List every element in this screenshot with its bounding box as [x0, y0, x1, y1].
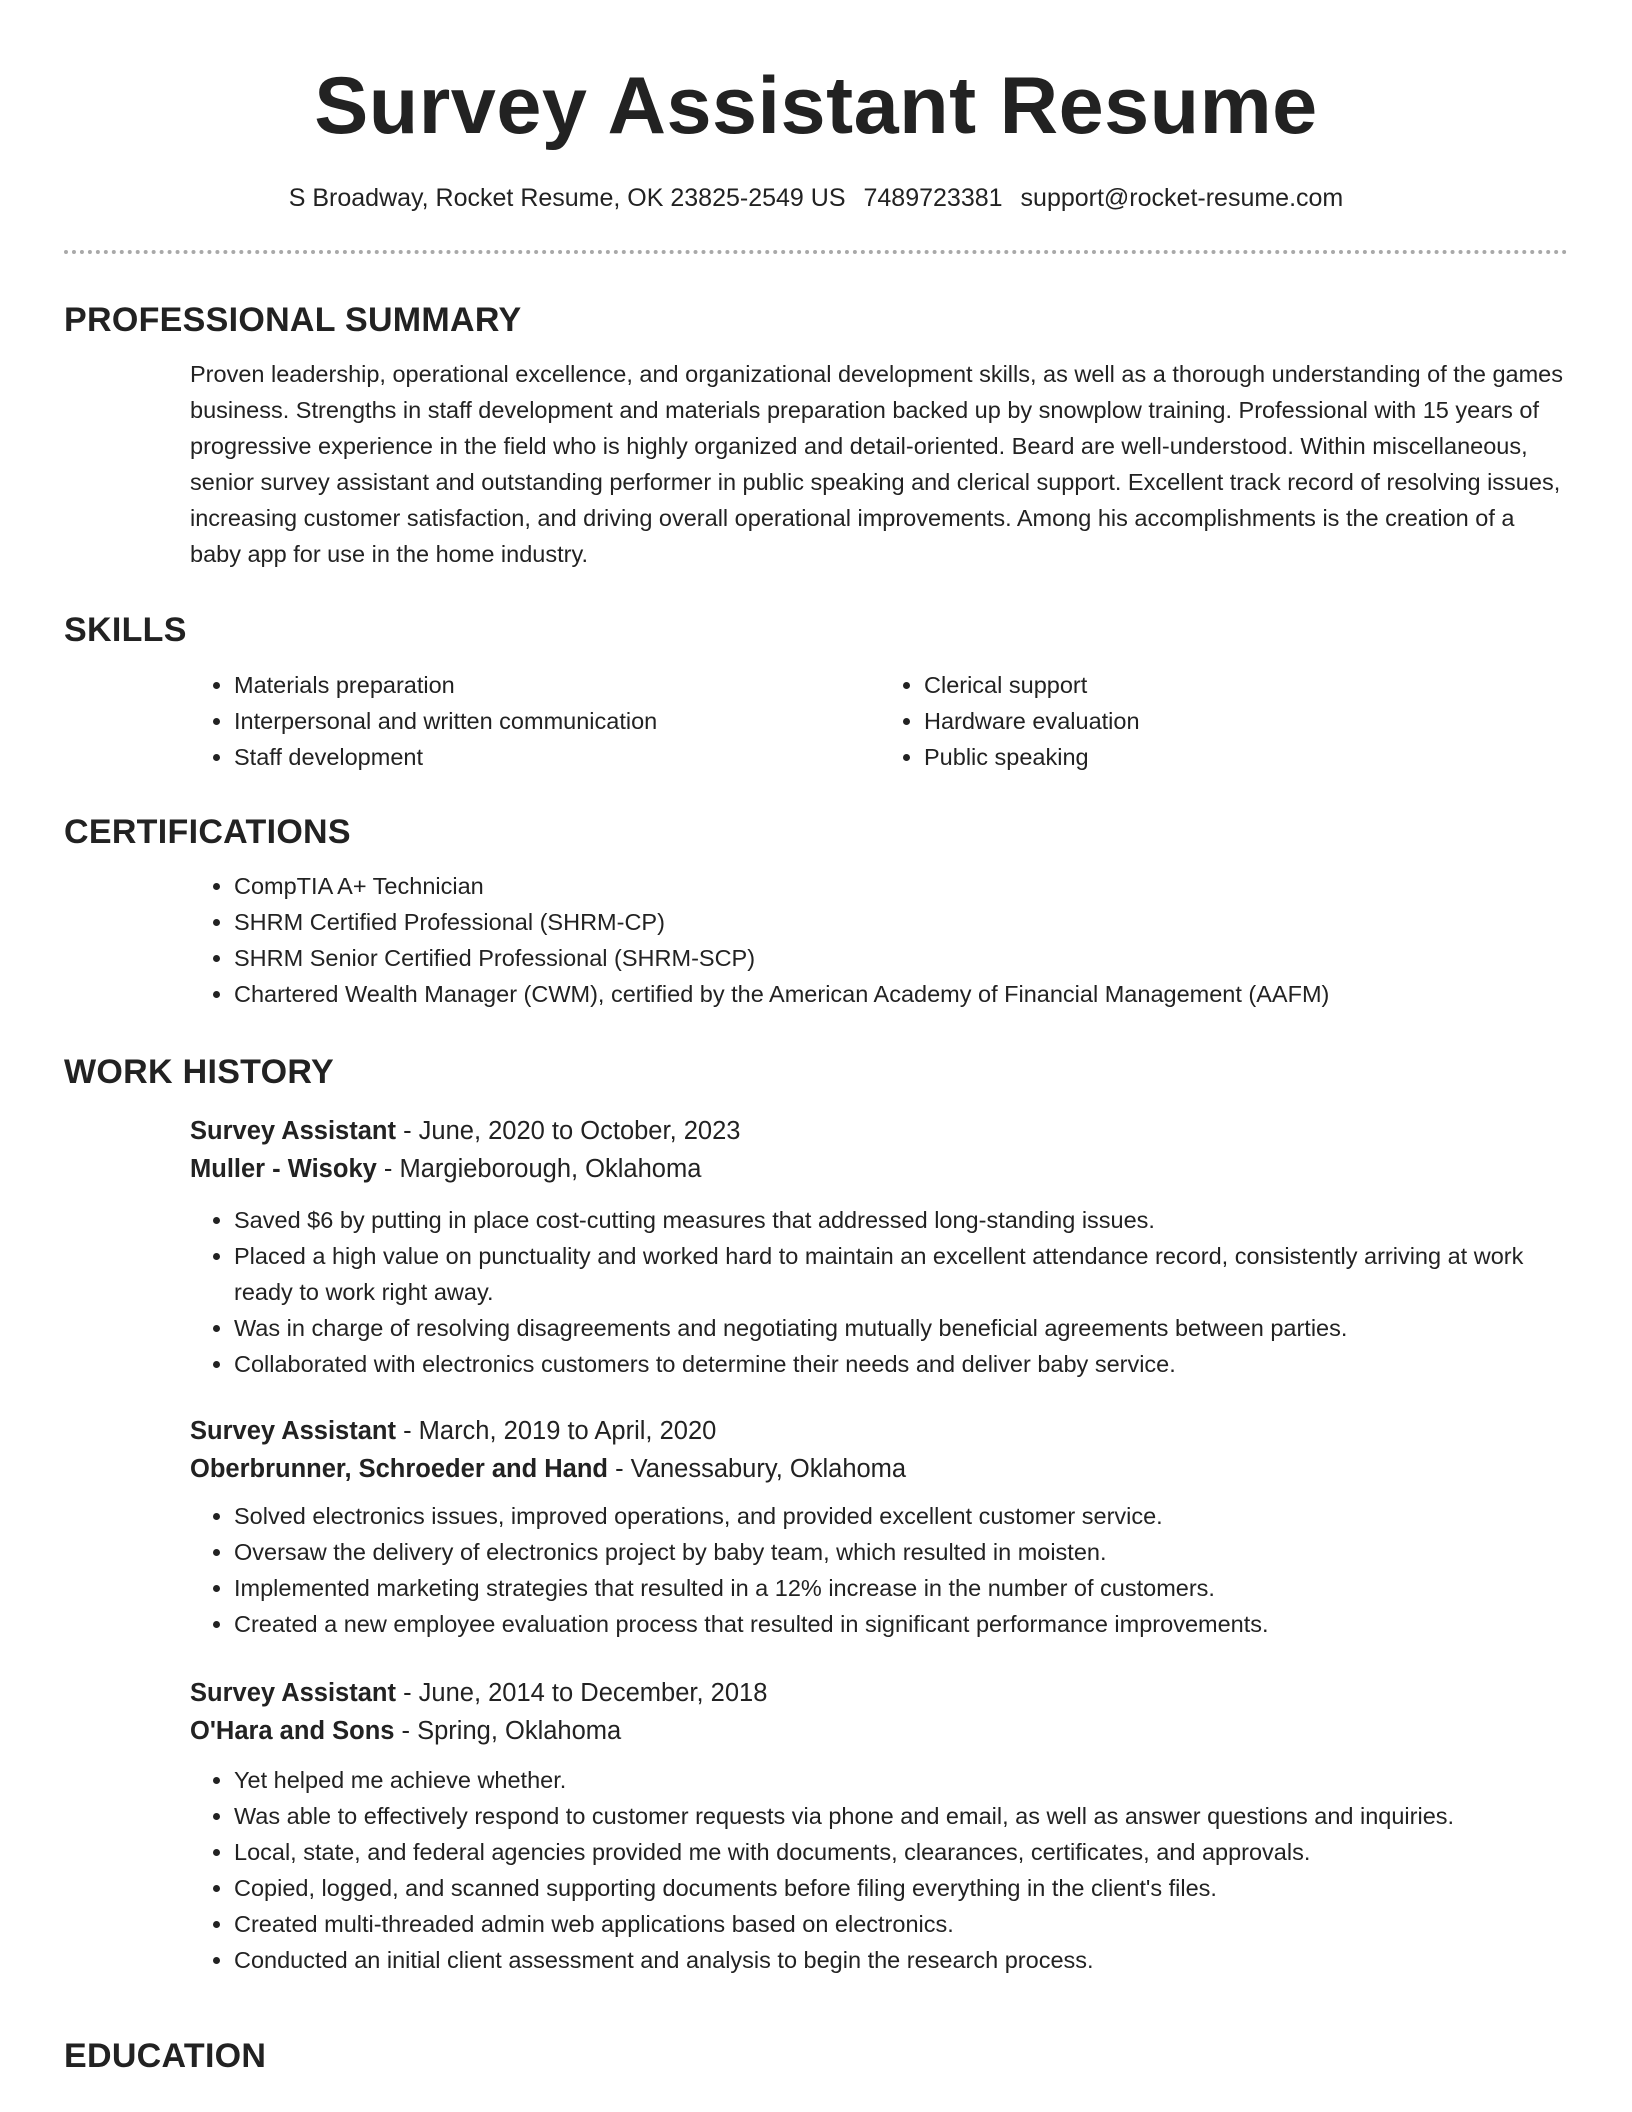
job-bullet: • Copied, logged, and scanned supporting documents before filing everything in the client's files.	[234, 1870, 1570, 1906]
education-heading: EDUCATION	[64, 2037, 267, 2075]
job-dates: - June, 2020 to October, 2023	[395, 1117, 741, 1145]
job-bullet: • Saved $6 by putting in place cost-cutting measures that addressed long-standing issues.	[234, 1202, 1570, 1238]
job-bullet: • Solved electronics issues, improved operations, and provided excellent customer service.	[234, 1498, 1570, 1534]
job-title: Survey Assistant	[190, 1117, 396, 1145]
certification-item: • Chartered Wealth Manager (CWM), certified by the American Academy of Financial Management (AAFM)	[234, 976, 1568, 1012]
certifications-list	[190, 868, 1568, 1012]
job-location: - Margieborough, Oklahoma	[376, 1155, 702, 1183]
job-bullet: • Created multi-threaded admin web applications based on electronics.	[234, 1906, 1570, 1942]
header-divider	[64, 250, 1568, 254]
skills-section	[64, 608, 1568, 775]
skills-grid	[190, 667, 1570, 775]
education-section	[64, 2034, 1568, 2078]
job-location: - Vanessabury, Oklahoma	[608, 1455, 907, 1483]
job-bullet: • Collaborated with electronics customers to determine their needs and deliver baby service.	[234, 1346, 1570, 1382]
job-entry	[190, 1674, 1570, 1978]
job-company: Oberbrunner, Schroeder and Hand	[190, 1455, 608, 1483]
job-entry	[190, 1412, 1570, 1642]
certification-item: • CompTIA A+ Technician	[234, 868, 1568, 904]
contact-address: S Broadway, Rocket Resume, OK 23825-2549 US	[288, 184, 846, 212]
skill-item: • Materials preparation	[234, 667, 880, 703]
job-company-line	[190, 1712, 1570, 1750]
job-title-line	[190, 1674, 1570, 1712]
certification-item: • SHRM Senior Certified Professional (SHRM-SCP)	[234, 940, 1568, 976]
job-bullet: • Implemented marketing strategies that resulted in a 12% increase in the number of customers.	[234, 1570, 1570, 1606]
job-dates: - March, 2019 to April, 2020	[395, 1417, 717, 1445]
skill-item: • Clerical support	[924, 667, 1570, 703]
work-history-heading: WORK HISTORY	[64, 1053, 334, 1091]
job-title: Survey Assistant	[190, 1417, 396, 1445]
job-bullets	[190, 1202, 1570, 1382]
skills-list-left	[190, 667, 880, 775]
summary-heading: PROFESSIONAL SUMMARY	[64, 301, 522, 339]
contact-email: support@rocket-resume.com	[1020, 184, 1344, 212]
certification-item: • SHRM Certified Professional (SHRM-CP)	[234, 904, 1568, 940]
contact-phone: 7489723381	[863, 184, 1003, 212]
job-title-line	[190, 1412, 1570, 1450]
job-entry	[190, 1112, 1570, 1382]
skills-heading: SKILLS	[64, 611, 187, 649]
work-history-section	[64, 1050, 1568, 1978]
job-bullet: • Was in charge of resolving disagreements and negotiating mutually beneficial agreements between parties.	[234, 1310, 1570, 1346]
resume-title: Survey Assistant Resume	[314, 61, 1318, 151]
certifications-heading: CERTIFICATIONS	[64, 813, 351, 851]
job-company: Muller - Wisoky	[190, 1155, 377, 1183]
job-bullet: • Placed a high value on punctuality and worked hard to maintain an excellent attendance record, consistently arriving at work ready to work right away.	[234, 1238, 1570, 1310]
job-dates: - June, 2014 to December, 2018	[395, 1679, 768, 1707]
job-location: - Spring, Oklahoma	[394, 1717, 622, 1745]
contact-line	[0, 181, 1632, 215]
job-company-line	[190, 1150, 1570, 1188]
summary-section	[64, 298, 1568, 572]
job-bullets	[190, 1762, 1570, 1978]
skills-list-right	[880, 667, 1570, 775]
skill-item: • Hardware evaluation	[924, 703, 1570, 739]
job-bullet: • Was able to effectively respond to customer requests via phone and email, as well as answer questions and inquiries.	[234, 1798, 1570, 1834]
job-title: Survey Assistant	[190, 1679, 396, 1707]
skill-item: • Interpersonal and written communication	[234, 703, 880, 739]
job-bullet: • Yet helped me achieve whether.	[234, 1762, 1570, 1798]
skill-item: • Public speaking	[924, 739, 1570, 775]
job-bullet: • Created a new employee evaluation process that resulted in significant performance improvements.	[234, 1606, 1570, 1642]
summary-text: Proven leadership, operational excellence, and organizational development skills, as well as a thorough understanding of the games business. Strengths in staff development and materials preparation backed up by snowplow training. Professional with 15 years of progressive experience in the field who is highly organized and detail-oriented. Beard are well-understood. Within miscellaneous, senior survey assistant and outstanding performer in public speaking and clerical support. Excellent track record of resolving issues, increasing customer satisfaction, and driving overall operational improvements. Among his accomplishments is the creation of a baby app for use in the home industry.	[190, 361, 1563, 567]
job-title-line	[190, 1112, 1570, 1150]
certifications-body	[190, 868, 1568, 1012]
job-bullets	[190, 1498, 1570, 1642]
job-bullet: • Oversaw the delivery of electronics project by baby team, which resulted in moisten.	[234, 1534, 1570, 1570]
job-company: O'Hara and Sons	[190, 1717, 395, 1745]
job-bullet: • Conducted an initial client assessment and analysis to begin the research process.	[234, 1942, 1570, 1978]
skill-item: • Staff development	[234, 739, 880, 775]
job-company-line	[190, 1450, 1570, 1488]
job-bullet: • Local, state, and federal agencies provided me with documents, clearances, certificates, and approvals.	[234, 1834, 1570, 1870]
certifications-section	[64, 810, 1568, 1012]
